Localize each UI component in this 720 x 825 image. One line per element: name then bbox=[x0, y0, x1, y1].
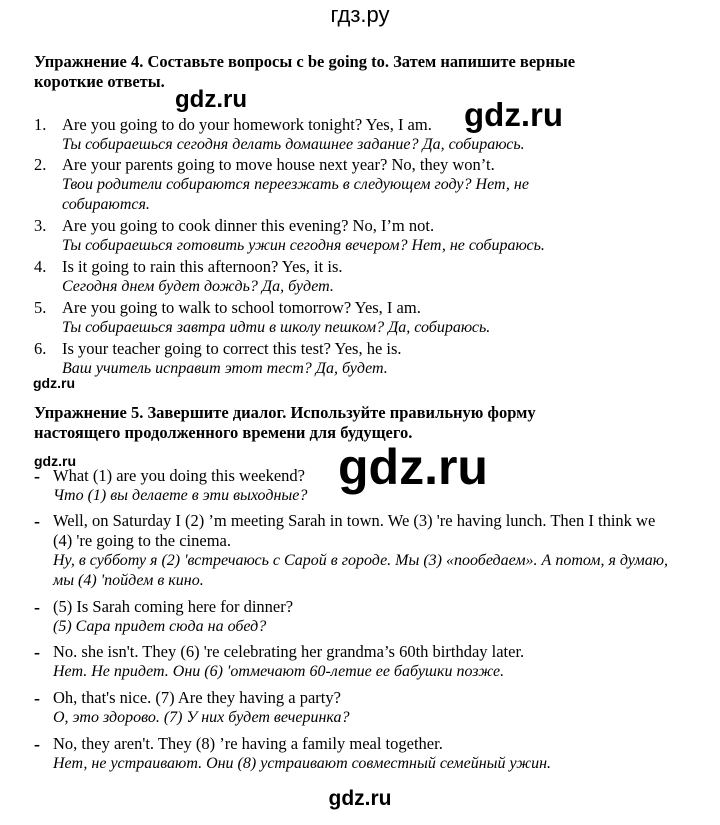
dialogue-dash: - bbox=[34, 734, 40, 754]
translation-ru: Ты собираешься сегодня делать домашнее задание? Да, собираюсь. bbox=[62, 136, 525, 153]
exercise-5-heading: Упражнение 5. Завершите диалог. Используйте правильную форму настоящего продолженного времени для будущего. bbox=[34, 403, 536, 442]
item-number: 1. bbox=[34, 115, 47, 134]
dialogue-en: No. she isn't. They (6) 're celebrating her grandma’s 60th birthday later. bbox=[53, 642, 525, 661]
watermark: gdz.ru bbox=[338, 439, 488, 495]
answer-en: Is it going to rain this afternoon? Yes, it is. bbox=[62, 257, 343, 276]
watermark: gdz.ru bbox=[464, 96, 563, 133]
watermark: gdz.ru bbox=[34, 453, 76, 469]
dialogue-en: Oh, that's nice. (7) Are they having a party? bbox=[53, 688, 341, 707]
translation-ru: Ваш учитель исправит этот тест? Да, будет. bbox=[62, 360, 388, 377]
dialogue-dash: - bbox=[34, 597, 40, 617]
dialogue-en: (5) Is Sarah coming here for dinner? bbox=[53, 597, 294, 616]
item-number: 2. bbox=[34, 155, 47, 174]
watermark: gdz.ru bbox=[175, 86, 247, 113]
dialogue-en: What (1) are you doing this weekend? bbox=[53, 466, 305, 485]
exercise-4-item bbox=[34, 298, 654, 338]
translation-ru: Ты собираешься завтра идти в школу пешком? Да, собираюсь. bbox=[62, 319, 491, 336]
answer-en: Are you going to do your homework tonight? Yes, I am. bbox=[62, 115, 432, 134]
exercise-4-item bbox=[34, 115, 654, 155]
answer-en: Are your parents going to move house next year? No, they won’t. bbox=[62, 155, 495, 174]
watermark: gdz.ru bbox=[33, 375, 75, 391]
site-title: гдз.ру bbox=[330, 2, 390, 27]
translation-ru: Ты собираешься готовить ужин сегодня вечером? Нет, не собираюсь. bbox=[62, 237, 545, 254]
dialogue-ru: Ну, в субботу я (2) 'встречаюсь с Сарой в городе. Мы (3) «пообедаем». А потом, я думаю, мы (4) 'пойдем в кино. bbox=[53, 552, 668, 589]
dialogue-dash: - bbox=[34, 511, 40, 531]
translation-ru: Сегодня днем будет дождь? Да, будет. bbox=[62, 278, 334, 295]
dialogue-ru: (5) Сара придет сюда на обед? bbox=[53, 618, 267, 635]
dialogue-ru: Нет, не устраивают. Они (8) устраивают совместный семейный ужин. bbox=[53, 755, 552, 772]
dialogue-line bbox=[34, 642, 674, 682]
exercise-4-item bbox=[34, 339, 654, 379]
footer-brand: gdz.ru bbox=[328, 787, 392, 810]
dialogue-line bbox=[34, 597, 674, 637]
answer-en: Are you going to walk to school tomorrow? Yes, I am. bbox=[62, 298, 421, 317]
translation-ru: Твои родители собираются переезжать в следующем году? Нет, не собираются. bbox=[62, 176, 529, 213]
exercise-4-heading: Упражнение 4. Составьте вопросы с be going to. Затем напишите верные короткие ответы. bbox=[34, 52, 576, 91]
dialogue-en: No, they aren't. They (8) ’re having a family meal together. bbox=[53, 734, 443, 753]
dialogue-line bbox=[34, 688, 674, 728]
dialogue-dash: - bbox=[34, 642, 40, 662]
exercise-4-item bbox=[34, 257, 654, 297]
exercise-4-item bbox=[34, 216, 654, 256]
dialogue-en: Well, on Saturday I (2) ’m meeting Sarah in town. We (3) 're having lunch. Then I think we (4) 're going to the cinema. bbox=[53, 511, 656, 550]
dialogue-dash: - bbox=[34, 688, 40, 708]
item-number: 4. bbox=[34, 257, 47, 276]
dialogue-line bbox=[34, 734, 674, 774]
dialogue-line bbox=[34, 466, 674, 506]
item-number: 3. bbox=[34, 216, 47, 235]
dialogue-ru: О, это здорово. (7) У них будет вечеринка? bbox=[53, 709, 350, 726]
dialogue-ru: Нет. Не придет. Они (6) 'отмечают 60-летие ее бабушки позже. bbox=[53, 663, 505, 680]
answer-en: Is your teacher going to correct this test? Yes, he is. bbox=[62, 339, 402, 358]
item-number: 5. bbox=[34, 298, 47, 317]
dialogue-dash: - bbox=[34, 466, 40, 486]
item-number: 6. bbox=[34, 339, 47, 358]
exercise-4-item bbox=[34, 155, 654, 215]
answer-en: Are you going to cook dinner this evening? No, I’m not. bbox=[62, 216, 435, 235]
dialogue-ru: Что (1) вы делаете в эти выходные? bbox=[53, 487, 308, 504]
dialogue-line bbox=[34, 511, 674, 591]
